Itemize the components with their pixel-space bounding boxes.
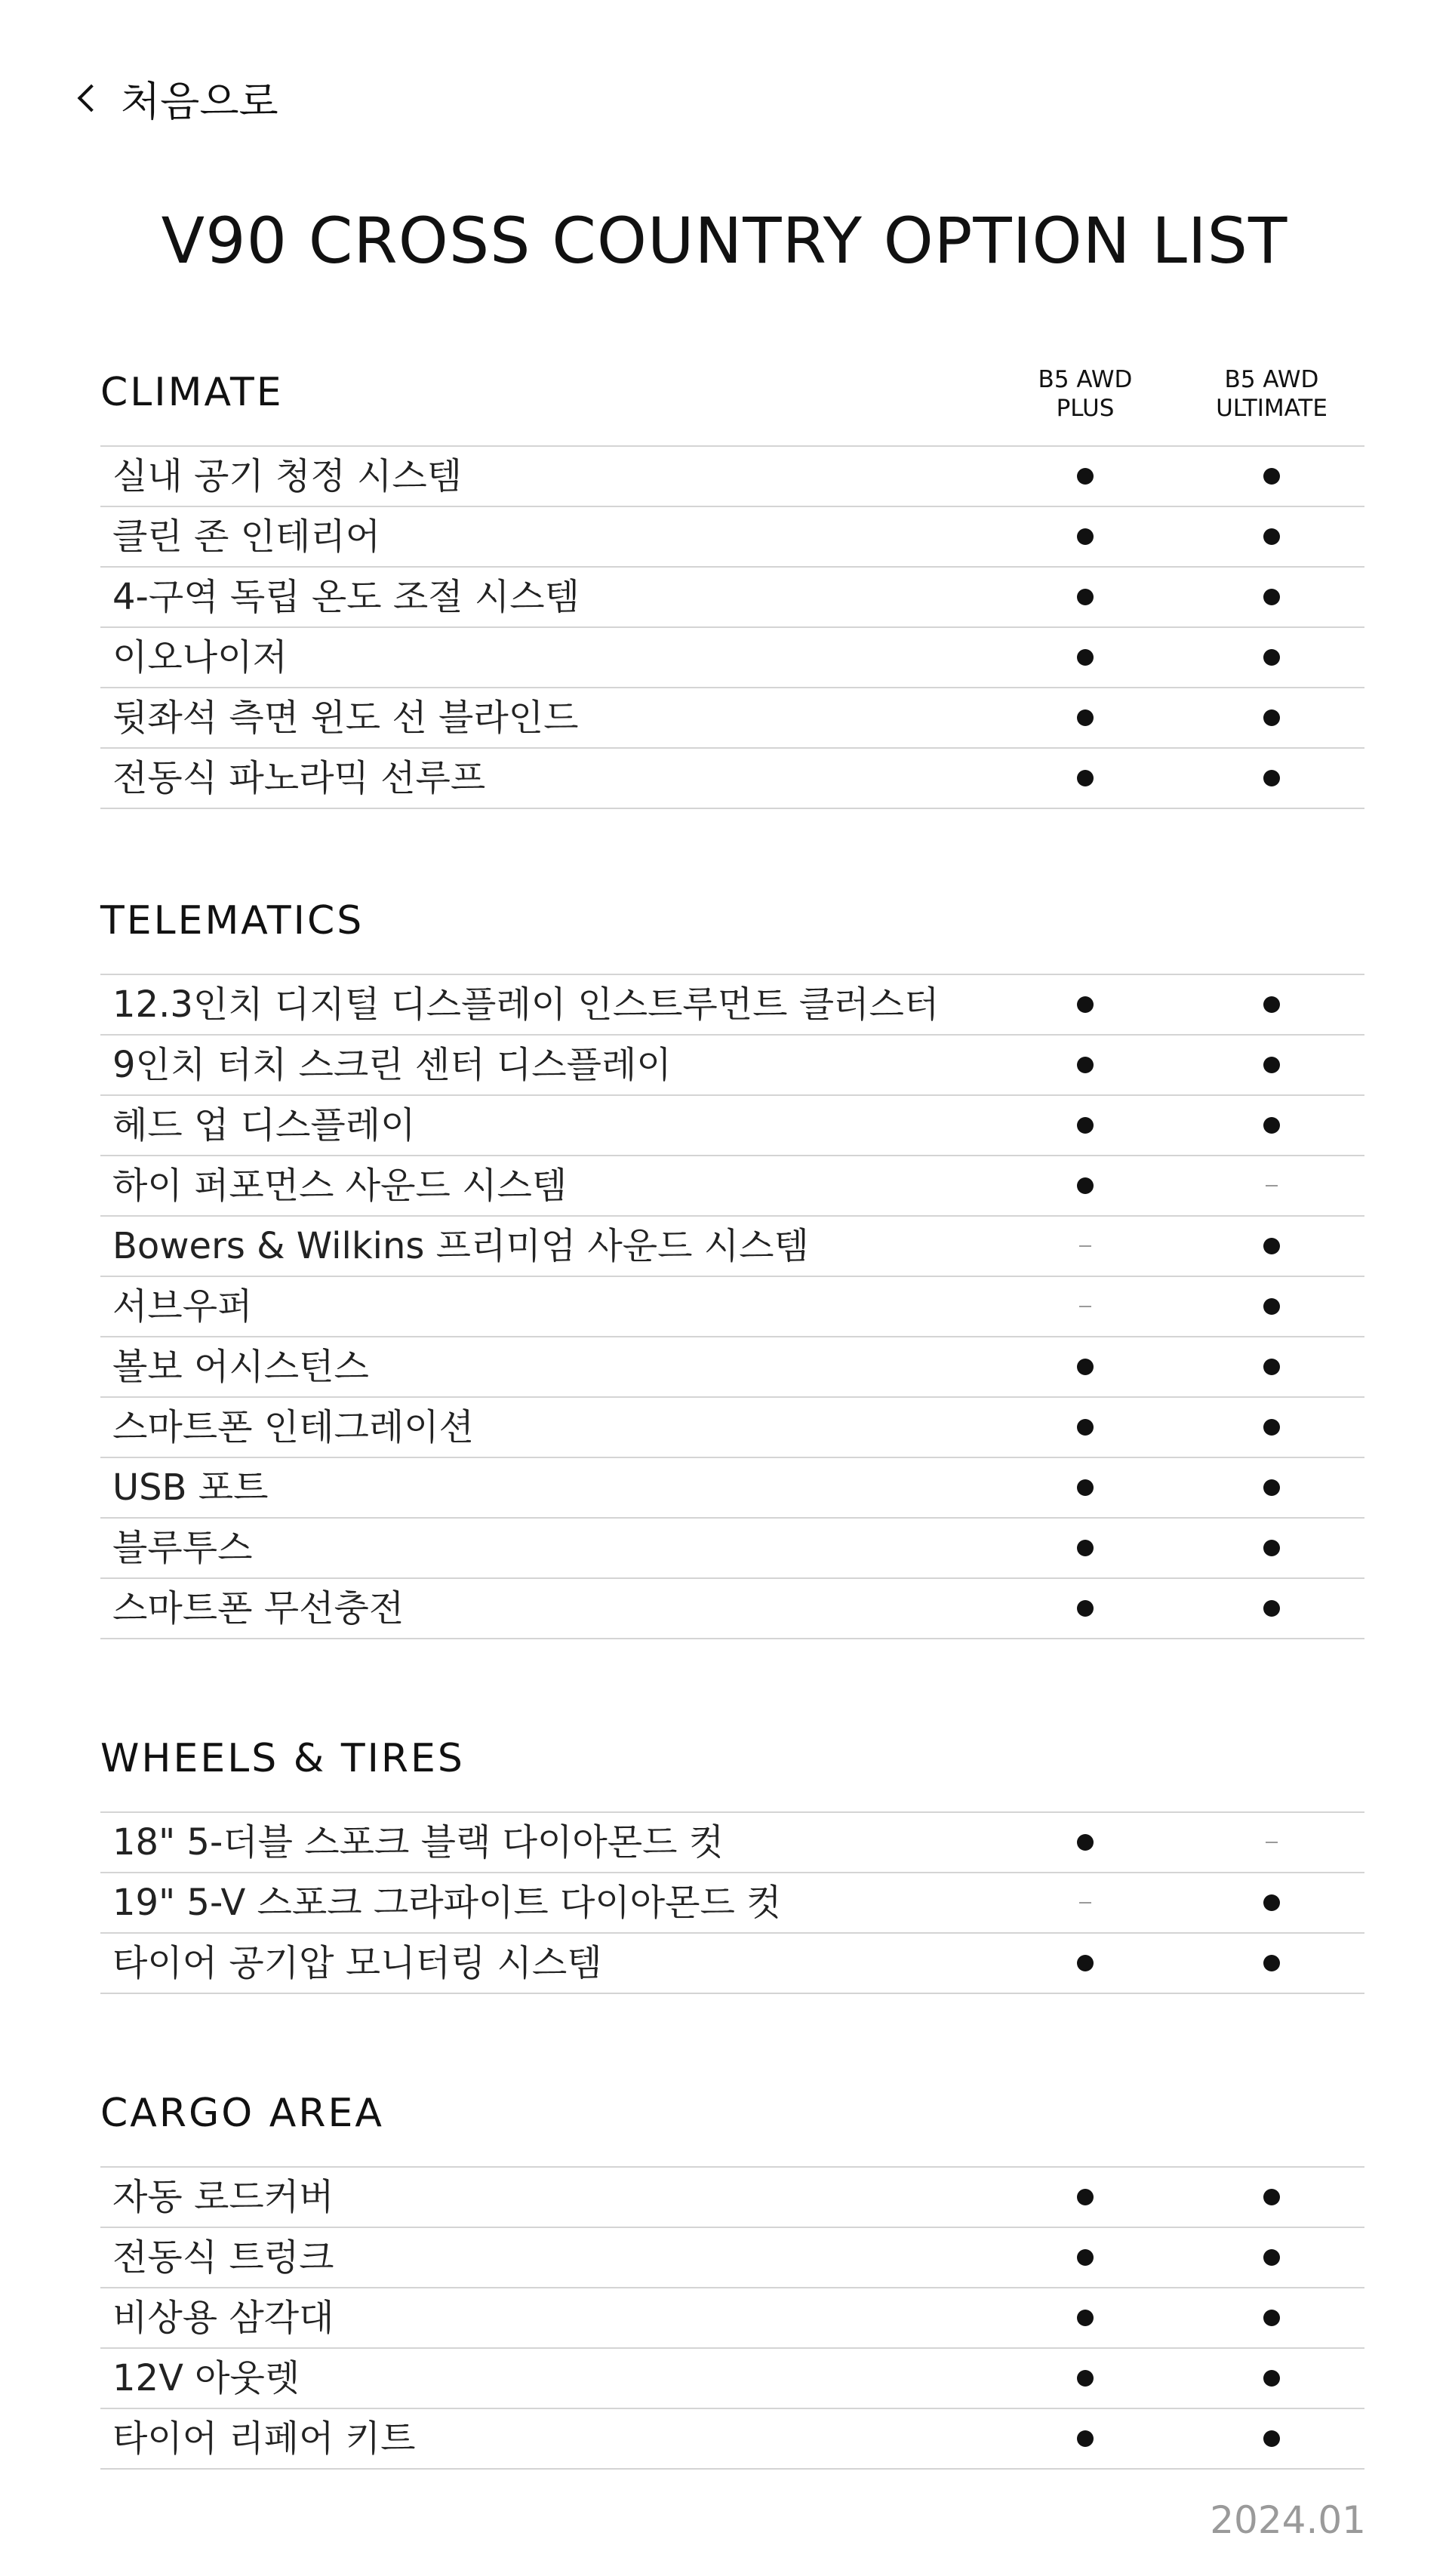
standard-dot-icon [1077,770,1094,786]
option-label: 스마트폰 인테그레이션 [112,1406,474,1448]
standard-dot-icon [1263,996,1280,1013]
option-label: 19" 5-V 스포크 그라파이트 다이아몬드 컷 [112,1882,782,1924]
standard-dot-icon [1077,1419,1094,1436]
availability-ultimate [1174,749,1370,808]
availability-ultimate [1174,1096,1370,1155]
option-rows [100,1811,1364,1994]
standard-dot-icon [1263,1359,1280,1375]
standard-dot-icon [1077,1540,1094,1556]
standard-dot-icon [1077,468,1094,485]
availability-plus [987,2288,1183,2347]
option-row [100,507,1364,568]
standard-dot-icon [1077,1479,1094,1496]
option-label: 타이어 리페어 키트 [112,2418,416,2460]
option-row [100,1458,1364,1519]
option-label: 전동식 트렁크 [112,2236,334,2279]
back-link-label: 처음으로 [121,77,278,125]
page-title: V90 CROSS COUNTRY OPTION LIST [161,204,1288,278]
standard-dot-icon [1263,1057,1280,1073]
option-label: 스마트폰 무선충전 [112,1587,405,1630]
availability-plus [987,1337,1183,1396]
column-header-plus [987,365,1183,423]
option-row [100,568,1364,628]
standard-dot-icon [1263,528,1280,545]
availability-plus [987,1934,1183,1993]
availability-ultimate [1174,1217,1370,1276]
availability-ultimate [1174,2228,1370,2287]
availability-ultimate [1174,1934,1370,1993]
option-row [100,1156,1364,1217]
option-label: 블루투스 [112,1527,253,1569]
column-header-line1: B5 AWD [1224,366,1319,393]
standard-dot-icon [1077,2370,1094,2387]
standard-dot-icon [1077,2310,1094,2326]
standard-dot-icon [1077,1359,1094,1375]
availability-ultimate [1174,1036,1370,1094]
section-title: CLIMATE [100,370,284,415]
standard-dot-icon [1263,1955,1280,1971]
section-title: WHEELS & TIRES [100,1736,465,1781]
availability-plus [987,1036,1183,1094]
option-label: 4-구역 독립 온도 조절 시스템 [112,576,580,618]
availability-plus [987,975,1183,1034]
option-row [100,1036,1364,1096]
section-header [100,2060,1364,2166]
option-row [100,1096,1364,1156]
option-row [100,1873,1364,1934]
standard-dot-icon [1077,1600,1094,1617]
option-label: 이오나이저 [112,636,288,679]
standard-dot-icon [1263,2430,1280,2447]
availability-ultimate [1174,1579,1370,1638]
option-label: USB 포트 [112,1467,269,1509]
availability-ultimate [1174,1813,1370,1872]
availability-plus [987,1156,1183,1215]
availability-ultimate [1174,975,1370,1034]
option-row [100,1579,1364,1639]
option-row [100,1519,1364,1579]
option-row [100,1398,1364,1458]
standard-dot-icon [1263,2310,1280,2326]
option-label: 18" 5-더블 스포크 블랙 다이아몬드 컷 [112,1821,724,1864]
availability-plus [987,1873,1183,1932]
option-row [100,1217,1364,1277]
availability-plus [987,2409,1183,2468]
standard-dot-icon [1077,709,1094,726]
availability-plus [987,1813,1183,1872]
availability-plus [987,1277,1183,1336]
not-available-dash-icon [1079,1902,1091,1904]
availability-plus [987,688,1183,747]
availability-ultimate [1174,2409,1370,2468]
availability-ultimate [1174,628,1370,687]
option-label: 12V 아웃렛 [112,2357,300,2399]
standard-dot-icon [1263,2370,1280,2387]
column-header-line2: ULTIMATE [1216,395,1327,422]
standard-dot-icon [1077,1177,1094,1194]
column-header-line2: PLUS [1056,395,1115,422]
availability-ultimate [1174,1277,1370,1336]
option-label: 12.3인치 디지털 디스플레이 인스트루먼트 클러스터 [112,983,940,1026]
option-row [100,2409,1364,2470]
option-label: 전동식 파노라믹 선루프 [112,757,486,799]
option-rows [100,974,1364,1639]
availability-ultimate [1174,1873,1370,1932]
standard-dot-icon [1263,2249,1280,2266]
edition-date: 2024.01 [1210,2498,1366,2542]
standard-dot-icon [1077,1955,1094,1971]
standard-dot-icon [1077,2249,1094,2266]
availability-plus [987,1398,1183,1457]
availability-plus [987,1579,1183,1638]
standard-dot-icon [1263,468,1280,485]
standard-dot-icon [1077,2430,1094,2447]
availability-plus [987,2349,1183,2408]
section-cargo-area [100,2060,1364,2470]
standard-dot-icon [1263,770,1280,786]
availability-plus [987,1519,1183,1577]
availability-plus [987,2228,1183,2287]
availability-plus [987,1096,1183,1155]
standard-dot-icon [1263,709,1280,726]
option-label: Bowers & Wilkins 프리미엄 사운드 시스템 [112,1225,809,1267]
standard-dot-icon [1263,2189,1280,2205]
chevron-left-icon [78,85,106,112]
standard-dot-icon [1263,589,1280,605]
option-label: 서브우퍼 [112,1285,253,1328]
option-row [100,2349,1364,2409]
availability-plus [987,447,1183,506]
availability-plus [987,568,1183,626]
availability-ultimate [1174,1458,1370,1517]
availability-ultimate [1174,568,1370,626]
standard-dot-icon [1077,649,1094,666]
not-available-dash-icon [1079,1306,1091,1307]
availability-plus [987,1217,1183,1276]
standard-dot-icon [1263,1117,1280,1134]
option-row [100,1337,1364,1398]
section-header [100,1706,1364,1811]
option-row [100,2228,1364,2288]
column-header-ultimate [1174,365,1370,423]
option-row [100,1813,1364,1873]
column-header-line1: B5 AWD [1038,366,1133,393]
section-title: CARGO AREA [100,2091,384,2136]
option-row [100,2168,1364,2228]
option-row [100,1277,1364,1337]
option-rows [100,2166,1364,2470]
standard-dot-icon [1077,528,1094,545]
availability-ultimate [1174,1337,1370,1396]
availability-ultimate [1174,2288,1370,2347]
standard-dot-icon [1077,1117,1094,1134]
standard-dot-icon [1077,996,1094,1013]
back-link[interactable] [75,68,278,128]
option-label: 실내 공기 청정 시스템 [112,455,463,497]
availability-ultimate [1174,1156,1370,1215]
section-telematics [100,868,1364,1639]
availability-ultimate [1174,1519,1370,1577]
standard-dot-icon [1077,1834,1094,1851]
option-row [100,2288,1364,2349]
option-label: 자동 로드커버 [112,2176,334,2218]
not-available-dash-icon [1079,1245,1091,1247]
option-label: 클린 존 인테리어 [112,516,381,558]
option-row [100,749,1364,809]
availability-ultimate [1174,447,1370,506]
availability-plus [987,628,1183,687]
availability-plus [987,1458,1183,1517]
option-label: 9인치 터치 스크린 센터 디스플레이 [112,1044,672,1086]
standard-dot-icon [1077,2189,1094,2205]
section-title: TELEMATICS [100,898,365,943]
not-available-dash-icon [1266,1185,1278,1186]
availability-ultimate [1174,688,1370,747]
standard-dot-icon [1263,1298,1280,1315]
option-row [100,447,1364,507]
standard-dot-icon [1263,1238,1280,1254]
standard-dot-icon [1263,1419,1280,1436]
section-header [100,868,1364,974]
option-label: 비상용 삼각대 [112,2297,334,2339]
standard-dot-icon [1263,1600,1280,1617]
availability-plus [987,749,1183,808]
option-label: 볼보 어시스턴스 [112,1346,369,1388]
availability-ultimate [1174,2168,1370,2227]
availability-ultimate [1174,507,1370,566]
option-rows [100,445,1364,809]
option-row [100,628,1364,688]
option-row [100,688,1364,749]
standard-dot-icon [1263,1894,1280,1911]
availability-ultimate [1174,2349,1370,2408]
option-label: 하이 퍼포먼스 사운드 시스템 [112,1165,568,1207]
standard-dot-icon [1077,589,1094,605]
availability-plus [987,2168,1183,2227]
not-available-dash-icon [1266,1842,1278,1843]
availability-ultimate [1174,1398,1370,1457]
section-climate [100,340,1364,809]
standard-dot-icon [1263,1479,1280,1496]
option-label: 타이어 공기압 모니터링 시스템 [112,1942,602,1984]
standard-dot-icon [1077,1057,1094,1073]
standard-dot-icon [1263,1540,1280,1556]
option-label: 뒷좌석 측면 윈도 선 블라인드 [112,697,579,739]
section-header [100,340,1364,445]
option-label: 헤드 업 디스플레이 [112,1104,416,1146]
option-row [100,975,1364,1036]
section-wheels-tires [100,1706,1364,1994]
availability-plus [987,507,1183,566]
standard-dot-icon [1263,649,1280,666]
option-row [100,1934,1364,1994]
